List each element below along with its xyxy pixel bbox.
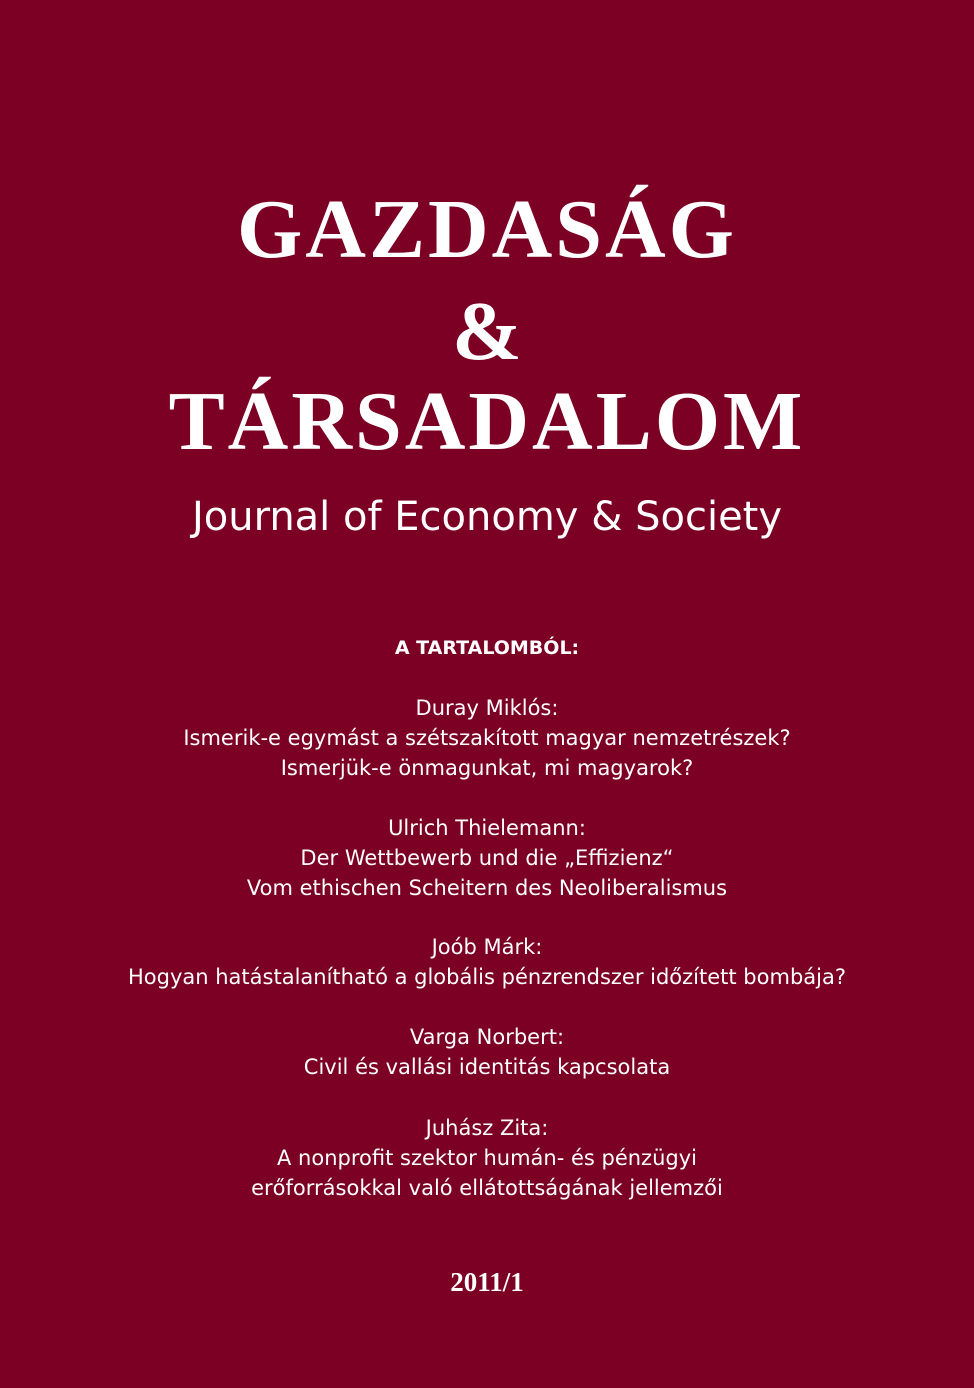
article-entry: [0, 932, 974, 992]
article-title-line: Vom ethischen Scheitern des Neoliberalismus: [246, 876, 728, 900]
article-entry: [0, 813, 974, 903]
article-entry: [0, 1113, 974, 1203]
article-author: Duray Miklós:: [415, 696, 559, 720]
article-title-line: erőforrásokkal való ellátottságának jellemzői: [251, 1176, 723, 1200]
title-line-1: GAZDASÁG: [236, 183, 738, 276]
issue-number: 2011/1: [450, 1267, 524, 1297]
title-ampersand: &: [452, 285, 522, 378]
article-title-line: Civil és vallási identitás kapcsolata: [303, 1055, 671, 1079]
contents-heading: A TARTALOMBÓL:: [394, 637, 580, 659]
article-title-line: A nonprofit szektor humán- és pénzügyi: [277, 1146, 697, 1170]
article-author: Joób Márk:: [431, 935, 543, 959]
journal-subtitle: Journal of Economy & Society: [191, 494, 783, 540]
article-entry: [0, 693, 974, 783]
title-line-2: TÁRSADALOM: [168, 375, 806, 468]
article-title-line: Der Wettbewerb und die „Effizienz“: [300, 846, 674, 870]
article-title-line: Ismerjük-e önmagunkat, mi magyarok?: [280, 756, 694, 780]
article-author: Ulrich Thielemann:: [388, 816, 586, 840]
article-author: Juhász Zita:: [425, 1116, 549, 1140]
article-title-line: Hogyan hatástalanítható a globális pénzrendszer időzített bombája?: [128, 965, 846, 989]
article-entry: [0, 1022, 974, 1082]
article-author: Varga Norbert:: [409, 1025, 565, 1049]
article-title-line: Ismerik-e egymást a szétszakított magyar nemzetrészek?: [183, 726, 791, 750]
